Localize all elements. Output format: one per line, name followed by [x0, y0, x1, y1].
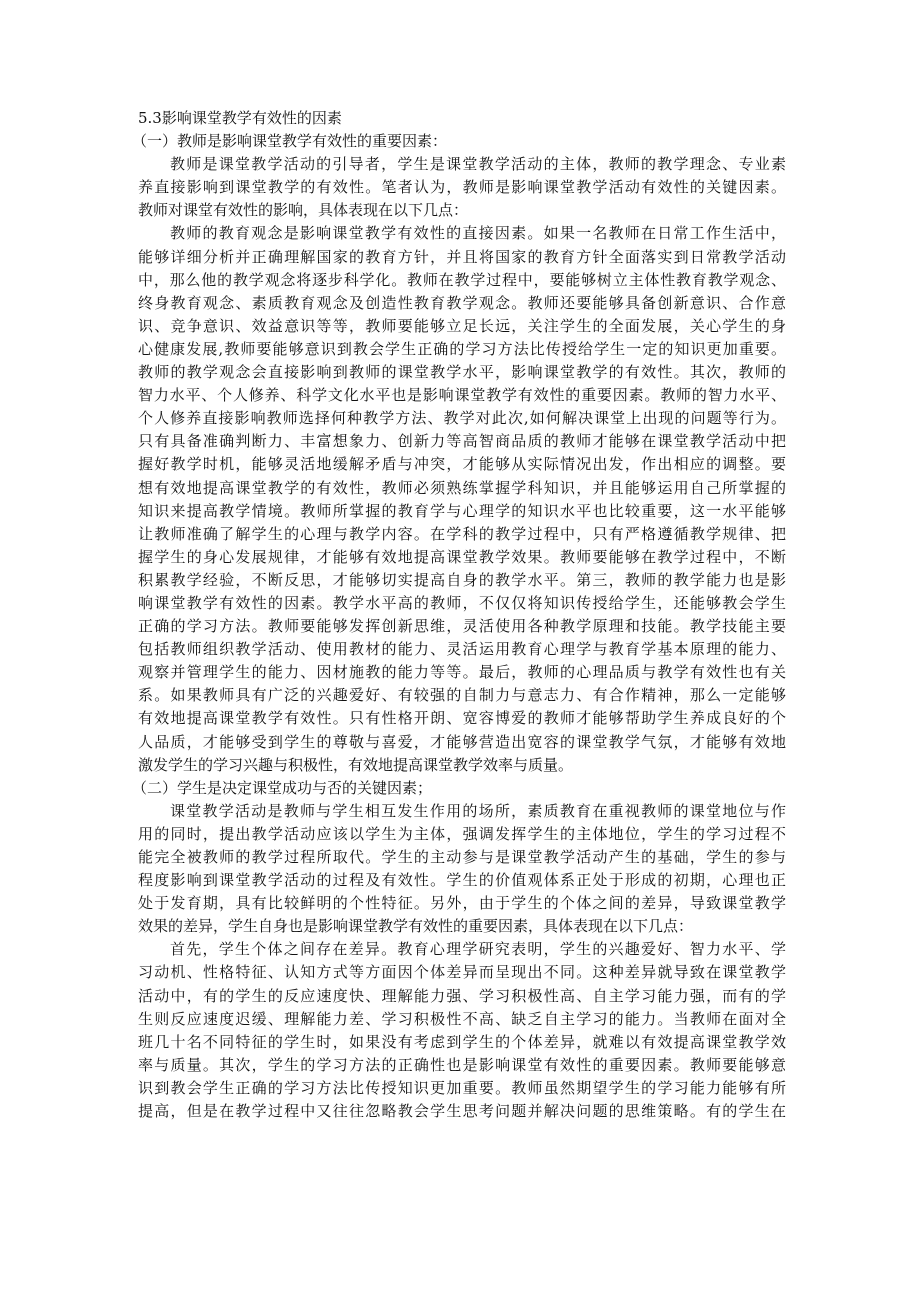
text-line: 终身教育观念、素质教育观念及创造性教育教学观念。教师还要能够具备创新意识、合作意: [138, 293, 786, 312]
section-heading: 5.3影响课堂教学有效性的因素: [138, 109, 342, 127]
text-line: 观察并管理学生的能力、因材施教的能力等等。最后，教师的心理品质与教学有效性也有关: [138, 663, 786, 682]
text-line: 活动中，有的学生的反应速度快、理解能力强、学习积极性高、自主学习能力强，而有的学: [138, 986, 786, 1005]
text-line: 知识来提高教学情境。教师所掌握的教育学与心理学的知识水平也比较重要，这一水平能够: [138, 501, 786, 520]
text-line: 教师对课堂有效性的影响，具体表现在以下几点：: [138, 201, 469, 220]
text-line: 人品质，才能够受到学生的尊敬与喜爱，才能够营造出宽容的课堂教学气氛，才能够有效地: [138, 732, 786, 751]
text-line: 率与质量。其次，学生的学习方法的正确性也是影响课堂有效性的重要因素。教师要能够意: [138, 1055, 786, 1074]
text-line: 积累教学经验，不断反思，才能够切实提高自身的教学水平。第三，教师的教学能力也是影: [138, 570, 786, 589]
paragraph-1: [138, 153, 786, 222]
text-line: 想有效地提高课堂教学的有效性，教师必须熟练掌握学科知识，并且能够运用自己所掌握的: [138, 478, 786, 497]
text-line: 握学生的身心发展规律，才能够有效地提高课堂教学效果。教师要能够在教学过程中，不断: [138, 547, 786, 566]
text-line: 心健康发展,教师要能够意识到教会学生正确的学习方法比传授给学生一定的知识更加重要。: [138, 339, 786, 358]
paragraph-4: [138, 938, 786, 1123]
text-line: 能完全被教师的教学过程所取代。学生的主动参与是课堂教学活动产生的基础，学生的参与: [138, 848, 786, 866]
text-line: 习动机、性格特征、认知方式等方面因个体差异而呈现出不同。这种差异就导致在课堂教学: [138, 963, 786, 982]
text-line: 个人修养直接影响教师选择何种教学方法、教学对此次,如何解决课堂上出现的问题等行为。: [138, 409, 786, 428]
text-line: 首先，学生个体之间存在差异。教育心理学研究表明，学生的兴趣爱好、智力水平、学: [170, 940, 786, 959]
text-line: 只有具备准确判断力、丰富想象力、创新力等高智商品质的教师才能够在课堂教学活动中把: [138, 432, 786, 451]
subsection-title-2: （二）学生是决定课堂成功与否的关键因素；: [132, 778, 433, 797]
text-line: 包括教师组织教学活动、使用教材的能力、灵活运用教育心理学与教育学基本原理的能力、: [138, 640, 786, 659]
text-line: 系。如果教师具有广泛的兴趣爱好、有较强的自制力与意志力、有合作精神，那么一定能够: [138, 686, 786, 705]
text-line: 教师的教育观念是影响课堂教学有效性的直接因素。如果一名教师在日常工作生活中，: [170, 224, 786, 243]
text-line: 能够详细分析并正确理解国家的教育方针，并且将国家的教育方针全面落实到日常教学活动: [138, 247, 786, 266]
subsection-title-1: （一）教师是影响课堂教学有效性的重要因素：: [132, 132, 448, 151]
text-line: 班几十名不同特征的学生时，如果没有考虑到学生的个体差异，就难以有效提高课堂教学效: [138, 1032, 786, 1051]
text-line: 中，那么他的教学观念将逐步科学化。教师在教学过程中，要能够树立主体性教育教学观念、: [138, 270, 786, 289]
text-line: 处于发育期，具有比较鲜明的个性特征。另外，由于学生的个体之间的差异，导致课堂教学: [138, 894, 786, 913]
text-line: 智力水平、个人修养、科学文化水平也是影响课堂教学有效性的重要因素。教师的智力水平、: [138, 386, 786, 405]
text-line: 生则反应速度迟缓、理解能力差、学习积极性不高、缺乏自主学习的能力。当教师在面对全: [138, 1009, 786, 1028]
text-line: 握好教学时机，能够灵活地缓解矛盾与冲突，才能够从实际情况出发，作出相应的调整。要: [138, 455, 786, 474]
text-line: 用的同时，提出教学活动应该以学生为主体，强调发挥学生的主体地位，学生的学习过程不: [138, 824, 786, 843]
text-line: 响课堂教学有效性的因素。教学水平高的教师，不仅仅将知识传授给学生，还能够教会学生: [138, 593, 786, 612]
text-line: 激发学生的学习兴趣与积极性，有效地提高课堂教学效率与质量。: [138, 755, 574, 774]
text-line: 正确的学习方法。教师要能够发挥创新思维，灵活使用各种教学原理和技能。教学技能主要: [138, 617, 786, 636]
text-line: 课堂教学活动是教师与学生相互发生作用的场所，素质教育在重视教师的课堂地位与作: [170, 801, 786, 820]
document-page: [132, 107, 786, 1123]
paragraph-3: [138, 800, 786, 939]
text-line: 识、竞争意识、效益意识等等，教师要能够立足长远，关注学生的全面发展，关心学生的身: [138, 316, 786, 335]
text-line: 效果的差异，学生自身也是影响课堂教学有效性的重要因素，具体表现在以下几点：: [138, 917, 694, 936]
paragraph-2: [138, 222, 786, 776]
text-line: 程度影响到课堂教学活动的过程及有效性。学生的价值观体系正处于形成的初期，心理也正: [138, 871, 786, 890]
text-line: 提高，但是在教学过程中又往往忽略教会学生思考问题并解决问题的思维策略。有的学生在: [138, 1102, 786, 1121]
text-line: 养直接影响到课堂教学的有效性。笔者认为，教师是影响课堂教学活动有效性的关键因素。: [138, 178, 786, 197]
text-line: 教师是课堂教学活动的引导者，学生是课堂教学活动的主体，教师的教学理念、专业素: [170, 155, 786, 174]
text-line: 教师的教学观念会直接影响到教师的课堂教学水平，影响课堂教学的有效性。其次，教师的: [138, 363, 786, 382]
text-line: 有效地提高课堂教学有效性。只有性格开朗、宽容博爱的教师才能够帮助学生养成良好的个: [138, 709, 786, 728]
text-line: 让教师准确了解学生的心理与教学内容。在学科的教学过程中，只有严格遵循教学规律、把: [138, 524, 786, 543]
text-line: 识到教会学生正确的学习方法比传授知识更加重要。教师虽然期望学生的学习能力能够有所: [138, 1078, 786, 1097]
